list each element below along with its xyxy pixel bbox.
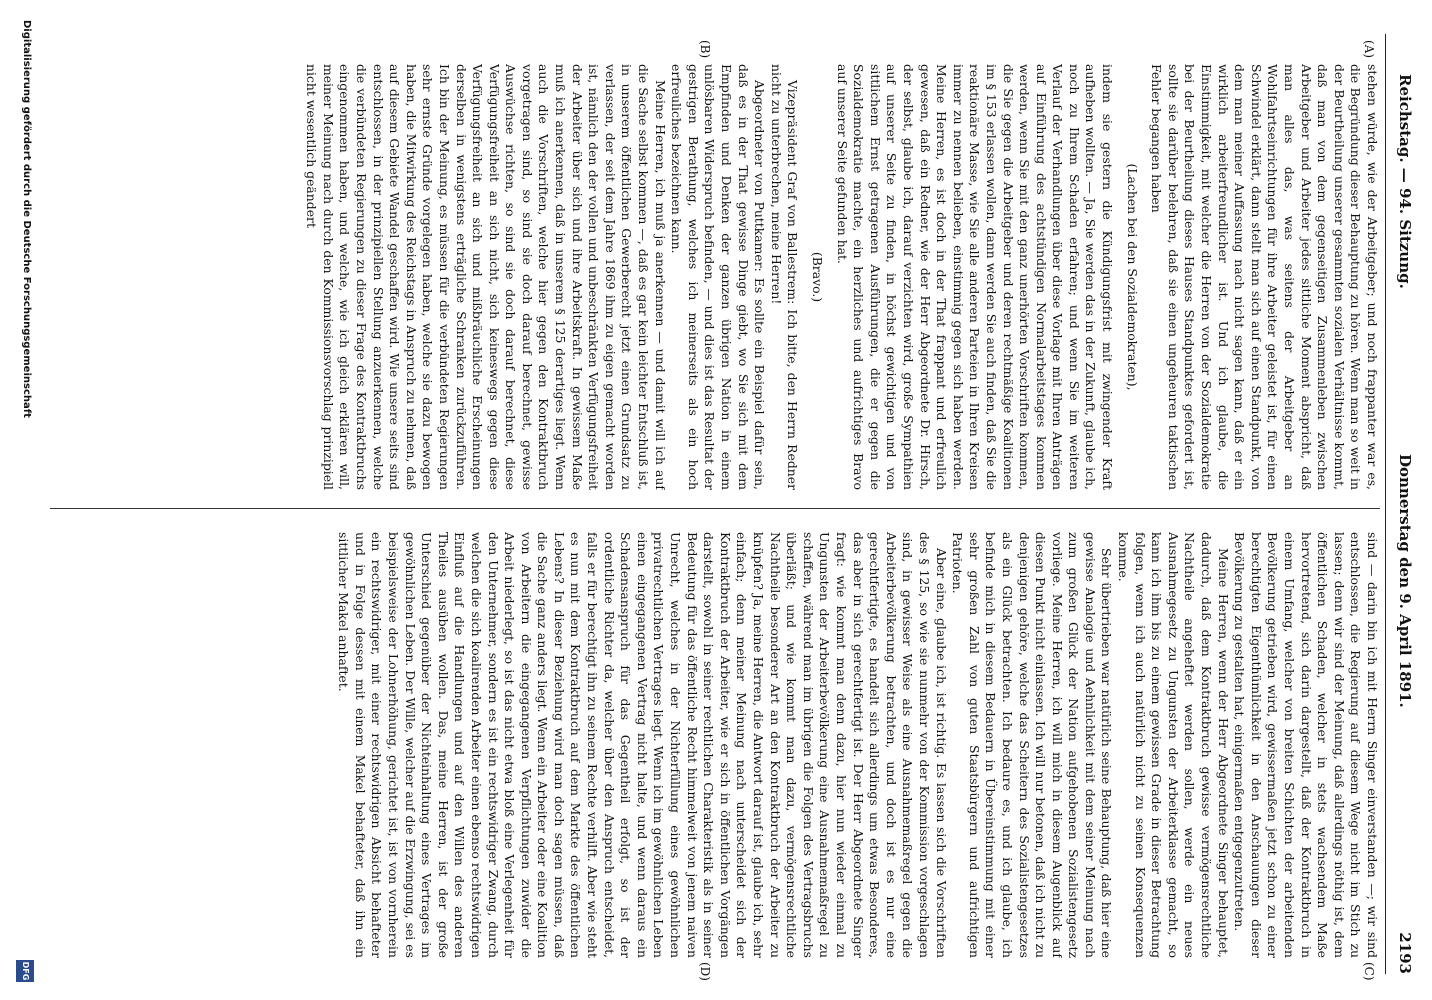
paragraph: stehen würde, wie der Arbeitgeber; und noch frappanter war es, die Begründung dieser Behauptung zu hören. Wenn man so weit in der Beurtheilung unserer gesammten sozialen Verhältnisse kommt, daß man von dem gegenseitigen Zusammenleben zwischen Arbeitgeber und Arbeiter jedes sittliche Moment abspricht, daß man alles das, was seitens der Arbeitgeber an Wohlfahrtseinrichtungen für ihre Arbeiter geleistet ist, für einen Schwindel erklärt, dann stellt man sich auf einen Standpunkt, von dem man meiner Auffassung nach nicht sagen kann, daß er ein wirklich arbeiterfreundlicher ist. Und ich glaube, die Einstimmigkeit, mit welcher die Herren von der Sozialdemokratie bei der Beurtheilung dieses Hauses Standpunktes gefordert ist, sollte sie darüber belehren, daß sie einen ungeheuren taktischen Fehler begangen haben	[1149, 64, 1380, 490]
page-number: 2193	[1396, 932, 1414, 974]
paragraph: Meine Herren, ich muß ja anerkennen — und damit will ich auf die Sache selbst kommen —, daß es gar kein leichter Entschluß ist, in unserem öffentlichen Gewerberecht jetzt einen Grundsatz zu verlassen, der seit dem Jahre 1869 ihm zu eigen gemacht worden ist, nämlich den der vollen und unbeschränkten Verfügungsfreiheit der Arbeiter über sich und ihre Arbeitskraft. In gewissem Maße muß ich anerkennen, daß in unserem § 125 derartiges liegt. Wenn auch die Vorschriften, welche hier gegen den Kontraktbruch vorgetragen sind, so sind sie doch darauf berechnet, gewisse Auswüchse richten, so sind sie doch darauf berechnet, diese Verfügungsfreiheit an sich nicht, sich keineswegs gegen diese Verfügungsfreiheit an sich und mißbräuchliche Erscheinungen derselben in wenigstens erträgliche Schranken zurückzuführen. Ich bin der Meinung, es müssen für die verbündeten Regierungen sehr ernste Gründe vorgelegen haben, welche sie dazu bewogen haben, die Mitwirkung des Reichstags in Anspruch zu nehmen, daß auf diesem Gebiete Wandel geschaffen wird. Wie unsere seits sind entschlossen, in der prinzipiellen Stellung anzuerkennen, welche die verbündeten Regierungen zu dieser Frage des Kontraktbruchs eingenommen haben, und welche, wie ich gleich erklären will, meiner Meinung nach durch den Kommissionsvorschlag prinzipiell nicht wesentlich geändert	[304, 64, 668, 490]
paragraph: sind — darin bin ich mit Herrn Singer einverstanden —; wir sind entschlossen, die Regierung auf diesem Wege nicht im Stich zu lassen; denn wir sind der Meinung, daß allerdings nöthig ist, dem öffentlichen Schaden, welcher in stets wachsendem Maße hervortretend, sich darin dargestellt, daß der Kontraktbruch in einem Umfang, welcher von breiten Schichten der arbeitenden Bevölkerung getrieben wird, gewissermaßen jetzt schon zu einer berechtigten Eigenthümlichkeit in den Anschauungen dieser Bevölkerung zu gestalten hat, einigermaßen entgegenzutreten.	[1232, 532, 1380, 958]
margin-mark-b: (B)	[698, 40, 712, 59]
header-session: Reichstag. — 94. Sitzung.	[1396, 74, 1414, 289]
margin-mark-d: (D)	[698, 962, 712, 981]
right-column	[40, 532, 1380, 958]
paragraph: Abgeordneter von Puttkamer: Es sollte ein Beispiel dafür sein, daß es in der That gewisse Dinge giebt, wo Sie sich mit dem Empfinden und Denken der ganzen übrigen Nation in einem unlösbaren Widerspruch befinden, — und dies ist das Resultat der gestrigen Berathung, welches ich meinerseits als ein hoch erfreuliches bezeichnen kann.	[669, 64, 768, 490]
margin-mark-c: (C)	[1362, 962, 1376, 981]
column-separator	[50, 508, 1380, 509]
paragraph: Sehr übertrieben war natürlich seine Behauptung, daß hier eine gewisse Analogie und Aehnlichkeit mit dem seiner Meinung nach zum großen Glück der Nation aufgehobenen Sozialistengesetz vorliege. Meine Herren, ich will mich in diesem Augenblick auf diesen Punkt nicht einlassen. Ich will nur betonen, daß ich nicht zu denjenigen gehöre, welche das Scheitern des Sozialistengesetzes als ein Glück betrachten. Ich bedaure es, und ich glaube, ich befinde mich in diesem Bedauern in Übereinstimmung mit einer sehr großen Zahl von guten Staatsbürgern und aufrichtigen Patrioten.	[950, 532, 1115, 958]
page-header	[1384, 34, 1414, 974]
margin-mark-a: (A)	[1362, 40, 1376, 59]
left-column	[40, 64, 1380, 490]
paragraph: indem sie gestern die Kündigungsfrist mit zwingender Kraft aufheben wollten. — Ja, Sie werden das in der Zukunft, glaube ich, noch zu Ihrem Schaden erfahren; und wenn Sie im weiteren Verlauf der Verhandlungen über diese Vorlage mit Ihren Anträgen auf Einführung des achtstündigen Normalarbeitstages kommen werden, wenn Sie mit den ganz unerhörten Vorschriften kommen, die Sie gegen die Arbeitgeber und deren rechtmäßige Koalitionen im § 153 erlassen wollen, dann werden Sie auch finden, daß Sie die reaktionäre Masse, wie Sie alle anderen Parteien in Ihren Kreisen immer zu nennen belieben, einstimmig gegen sich haben werden. Meine Herren, es ist doch in der That frappant und erfreulich gewesen, daß ein Redner, wie der Herr Abgeordnete Dr. Hirsch, der selbst, glaube ich, darauf verzichten wird, große Sympathien auf unserer Seite zu finden, in höchst gewichtigen und von sittlichem Ernst getragenen Ausführungen, die er gegen die Sozialdemokratie machte, ein herzliches und aufrichtiges Bravo auf unserer Seite gefunden hat.	[834, 64, 1116, 490]
paragraph: Meine Herren, wenn der Herr Abgeordnete Singer behauptet, dadurch, daß dem Kontraktbruch gewisse vermögensrechtliche Nachtheile angeheftet werden sollen, werde ein neues Ausnahmegesetz zu Ungunsten der Arbeiterklasse gemacht, so kann ich ihm bis zu einem gewissen Grade in dieser Betrachtung folgen, wenn ich auch natürlich nicht zu seinen Konsequenzen komme.	[1116, 532, 1231, 958]
paragraph: Vizepräsident Graf von Ballestrem: Ich bitte, den Herrn Redner nicht zu unterbrechen, meine Herren!	[768, 64, 801, 490]
interjection: (Bravo.)	[810, 251, 825, 303]
interjection: (Lachen bei den Sozialdemokraten),	[1124, 163, 1140, 391]
header-rule	[1385, 34, 1386, 974]
digitization-credit: Digitalisierung gefördert durch die Deutsche Forschungsgemeinschaft	[21, 20, 32, 418]
dfg-logo: DFG	[16, 960, 34, 982]
paragraph: Aber eine, glaube ich, ist richtig. Es lassen sich die Vorschriften des § 125, so wie sie nunmehr von der Kommission vorgeschlagen sind, in gewisser Weise als eine Ausnahmemaßregel gegen die Arbeiterbevölkerung betrachten, und doch ist es nur eine gerechtfertigte, es handelt sich allerdings um etwas Besonderes, das aber in sich gerechtfertigt ist. Der Herr Abgeordnete Singer fragt: wie kommt man denn dazu, hier nun wieder einmal zu Ungunsten der Arbeiterbevölkerung eine Ausnahmemaßregel zu schaffen, während man im übrigen die Folgen des Vertragsbruchs überläßt; und wie kommt man dazu, vermögensrechtliche Nachtheile besonderer Art an den Kontraktbruch der Arbeiter zu knüpfen? Ja, meine Herren, die Antwort darauf ist, glaube ich, sehr einfach; denn meiner Meinung nach unterscheidet sich der Kontraktbruch der Arbeiter, wie er sich in öffentlichen Vorgängen darstellt, sowohl in seiner rechtlichen Charakteristik als in seiner Bedeutung für das öffentliche Recht himmelweit von jenem naiven Unrecht, welches in der Nichterfüllung eines gewöhnlichen privatrechtlichen Vertrages liegt. Wenn ich im gewöhnlichen Leben einen eingegangenen Vertrag nicht halte, und wenn daraus ein Schadensanspruch für das Gegentheil erfolgt, so ist der ordentliche Richter da, welcher über den Anspruch entscheidet, falls er für berechtigt ihn zu seinem Rechte verhilft. Aber wie steht es nun mit dem Kontraktbruch auf dem Markte des öffentlichen Lebens? In dieser Beziehung wird man doch sagen müssen, daß die Sache ganz anders liegt. Wenn ein Arbeiter oder eine Koalition von Arbeitern die eingegangenen Verpflichtungen zuwider die Arbeit niederlegt, so ist das nicht etwa bloß eine Verlegenheit für den Unternehmer, sondern es ist ein rechtswidriger Zwang, durch welchen die sich koalirenden Arbeiter einen ebenso rechtswidrigen Einfluß auf die Handlungen und auf den Willen des anderen Theiles ausüben wollen. Das, meine Herren, ist der große Unterschied gegenüber der Nichteinhaltung eines Vertrages im gewöhnlichen Leben. Der Wille, welcher auf die Erzwingung, sei es beispielsweise der Lohnerhöhung, gerichtet ist, ist von vornherein ein rechtswidriger, mit einer rechtswidrigen Absicht behafteter und in Folge dessen mit einem Makel behafteter, daß ihn ein sittlicher Makel anhaftet.	[336, 532, 949, 958]
header-date: Donnerstag den 9. April 1891.	[1396, 454, 1414, 708]
